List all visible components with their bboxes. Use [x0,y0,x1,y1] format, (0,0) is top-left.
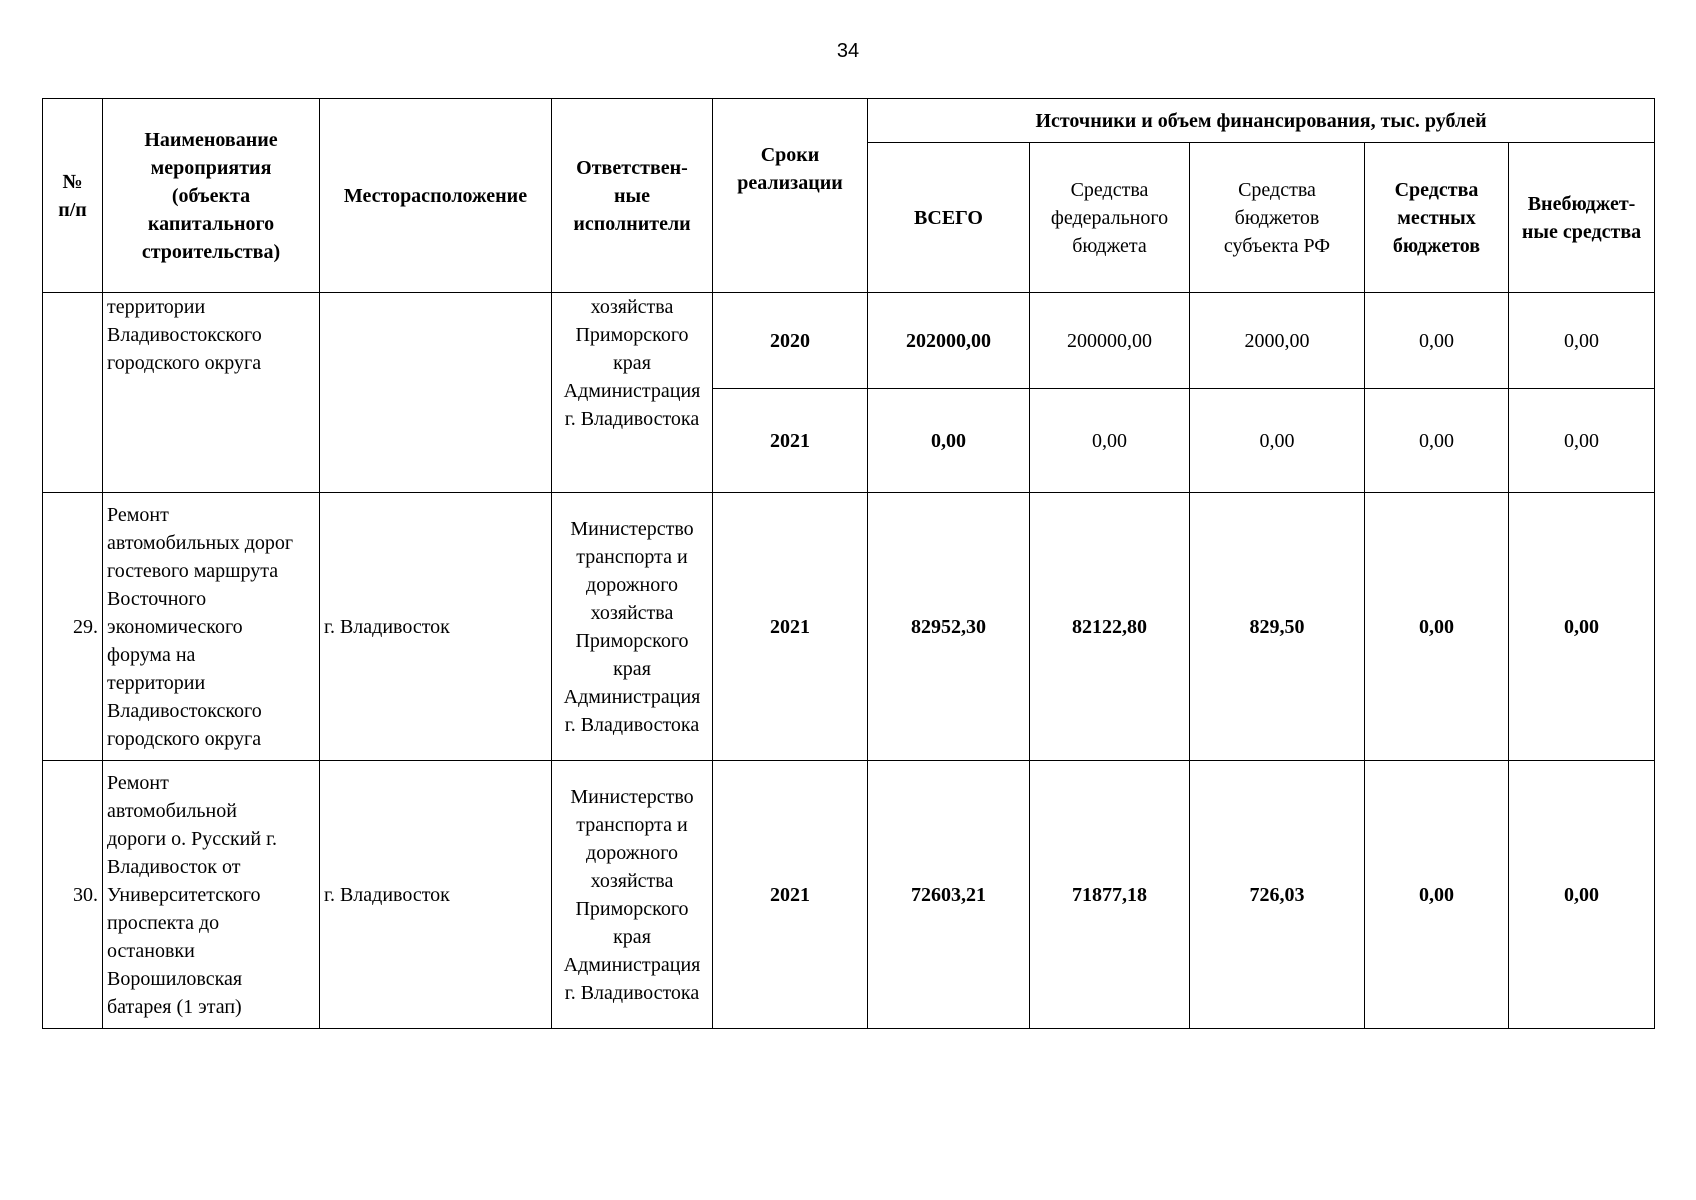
header-num: № п/п [43,99,103,293]
table-row [43,493,1655,761]
row-location [320,293,552,493]
table-row [43,293,1655,389]
header-name: Наименование мероприятия (объекта капитального строительства) [103,99,320,293]
row-location: г. Владивосток [320,493,552,761]
row-num [43,293,103,493]
row-total: 82952,30 [868,493,1030,761]
row-subject: 829,50 [1190,493,1365,761]
row-name: Ремонт автомобильных дорог гостевого маршрута Восточного экономического форума на территории Владивостокского городского округа [103,493,320,761]
row-year: 2020 [713,293,868,389]
header-total: ВСЕГО [868,143,1030,293]
row-local: 0,00 [1365,761,1509,1029]
row-year: 2021 [713,493,868,761]
row-federal: 200000,00 [1030,293,1190,389]
row-federal: 71877,18 [1030,761,1190,1029]
row-executors: хозяйства Приморского края Администрация г. Владивостока [552,293,713,493]
table-row [43,761,1655,1029]
funding-table [42,98,1655,1029]
header-extra: Внебюджет- ные средства [1509,143,1655,293]
header-local: Средства местных бюджетов [1365,143,1509,293]
row-total: 0,00 [868,389,1030,493]
row-local: 0,00 [1365,389,1509,493]
row-name: территории Владивостокского городского округа [103,293,320,493]
page-number: 34 [836,40,860,62]
row-total: 72603,21 [868,761,1030,1029]
row-local: 0,00 [1365,293,1509,389]
row-num: 30. [43,761,103,1029]
row-year: 2021 [713,761,868,1029]
row-extra: 0,00 [1509,389,1655,493]
row-subject: 726,03 [1190,761,1365,1029]
header-federal: Средства федерального бюджета [1030,143,1190,293]
row-extra: 0,00 [1509,293,1655,389]
row-federal: 82122,80 [1030,493,1190,761]
header-location: Месторасположение [320,99,552,293]
header-executors: Ответствен- ные исполнители [552,99,713,293]
row-location: г. Владивосток [320,761,552,1029]
row-local: 0,00 [1365,493,1509,761]
row-extra: 0,00 [1509,493,1655,761]
row-num: 29. [43,493,103,761]
row-year: 2021 [713,389,868,493]
header-funding-group: Источники и объем финансирования, тыс. рублей [868,99,1655,143]
row-extra: 0,00 [1509,761,1655,1029]
row-subject: 2000,00 [1190,293,1365,389]
row-name: Ремонт автомобильной дороги о. Русский г. Владивосток от Университетского проспекта до остановки Ворошиловская батарея (1 этап) [103,761,320,1029]
header-terms: Сроки реализации [713,99,868,293]
row-subject: 0,00 [1190,389,1365,493]
row-total: 202000,00 [868,293,1030,389]
row-executors: Министерство транспорта и дорожного хозяйства Приморского края Администрация г. Владивостока [552,761,713,1029]
header-subject: Средства бюджетов субъекта РФ [1190,143,1365,293]
header-row [43,99,1655,143]
row-executors: Министерство транспорта и дорожного хозяйства Приморского края Администрация г. Владивостока [552,493,713,761]
row-federal: 0,00 [1030,389,1190,493]
